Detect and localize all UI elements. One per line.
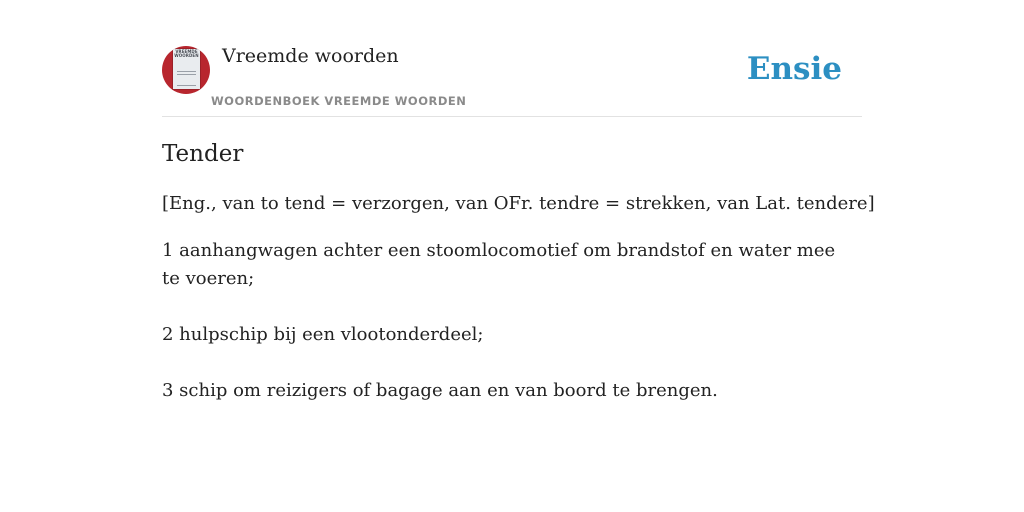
entry-content: [162, 138, 875, 433]
entry-etymology: [Eng., van to tend = verzorgen, van OFr. tendre = strekken, van Lat. tendere]: [162, 193, 875, 214]
site-title-link[interactable]: Vreemde woorden: [222, 45, 399, 67]
ensie-logo-link[interactable]: Ensie: [746, 51, 842, 87]
book-cover-title: VREEMDE WOORDEN: [174, 49, 199, 59]
book-cover-line: [177, 71, 196, 72]
entry-term: Tender: [162, 141, 244, 167]
site-header: [162, 44, 862, 117]
book-cover-icon[interactable]: [162, 46, 210, 94]
site-subtitle: WOORDENBOEK VREEMDE WOORDEN: [211, 94, 467, 108]
book-cover-line: [177, 74, 196, 75]
book-cover: [173, 49, 200, 89]
definition-item: 2 hulpschip bij een vlootonderdeel;: [162, 324, 484, 345]
definition-item: 3 schip om reizigers of bagage aan en van boord te brengen.: [162, 380, 718, 401]
book-cover-line: [177, 85, 196, 86]
definition-list: [162, 237, 842, 405]
definition-item: 1 aanhangwagen achter een stoomlocomotief om brandstof en water mee te voeren;: [162, 240, 836, 289]
